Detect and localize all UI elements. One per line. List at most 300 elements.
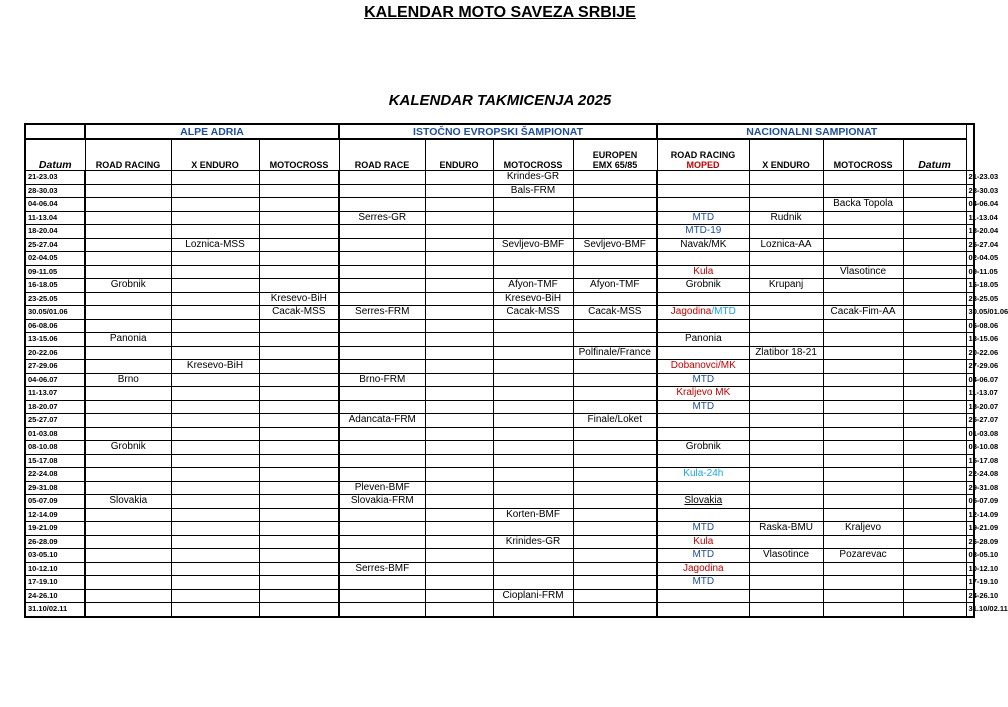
event-cell <box>339 400 425 414</box>
event-cell <box>903 292 966 306</box>
event-cell: Vlasotince <box>749 549 823 563</box>
event-cell: Grobnik <box>85 279 171 293</box>
event-cell <box>425 441 493 455</box>
event-cell <box>573 225 657 239</box>
table-row <box>25 589 974 603</box>
event-cell <box>657 508 749 522</box>
event-cell <box>425 360 493 374</box>
event-cell <box>425 535 493 549</box>
event-cell <box>171 198 259 212</box>
event-cell <box>749 495 823 509</box>
event-cell <box>85 319 171 333</box>
event-cell <box>493 454 573 468</box>
event-cell <box>425 292 493 306</box>
event-cell <box>749 198 823 212</box>
event-cell <box>657 198 749 212</box>
event-cell <box>493 576 573 590</box>
date-cell: 02-04.05 <box>25 252 85 266</box>
event-cell: MTD <box>657 576 749 590</box>
date-cell-right: 09-11.05 <box>966 265 974 279</box>
event-cell <box>493 211 573 225</box>
date-cell: 31.10/02.11 <box>25 603 85 617</box>
date-cell: 17-19.10 <box>25 576 85 590</box>
event-cell <box>339 522 425 536</box>
event-cell: Kresevo-BiH <box>259 292 339 306</box>
event-cell: Polfinale/France <box>573 346 657 360</box>
event-cell <box>493 468 573 482</box>
event-cell: Serres-GR <box>339 211 425 225</box>
event-cell <box>573 171 657 185</box>
event-cell <box>823 373 903 387</box>
table-row <box>25 211 974 225</box>
event-cell: Korten-BMF <box>493 508 573 522</box>
event-cell <box>85 576 171 590</box>
event-cell <box>749 508 823 522</box>
table-row <box>25 373 974 387</box>
column-header-row <box>25 139 974 171</box>
event-cell <box>259 346 339 360</box>
event-cell <box>903 252 966 266</box>
event-cell <box>573 454 657 468</box>
date-cell-right: 13-15.06 <box>966 333 974 347</box>
date-cell-right: 16-18.05 <box>966 279 974 293</box>
event-cell <box>85 481 171 495</box>
event-cell <box>749 454 823 468</box>
event-cell <box>573 184 657 198</box>
event-cell <box>425 252 493 266</box>
event-cell <box>749 292 823 306</box>
event-cell: Finale/Loket <box>573 414 657 428</box>
event-cell <box>259 373 339 387</box>
event-cell <box>493 346 573 360</box>
event-cell <box>823 346 903 360</box>
event-cell <box>259 333 339 347</box>
event-cell <box>657 454 749 468</box>
event-cell <box>903 184 966 198</box>
event-cell <box>171 252 259 266</box>
date-cell-right: 05-07.09 <box>966 495 974 509</box>
event-cell <box>259 535 339 549</box>
event-cell <box>573 481 657 495</box>
event-cell <box>425 562 493 576</box>
date-cell-right: 15-17.08 <box>966 454 974 468</box>
event-cell <box>493 225 573 239</box>
event-cell <box>903 549 966 563</box>
event-cell <box>259 387 339 401</box>
event-cell <box>339 576 425 590</box>
event-cell <box>259 400 339 414</box>
event-cell <box>823 319 903 333</box>
event-cell <box>823 589 903 603</box>
event-cell <box>749 481 823 495</box>
event-cell <box>823 454 903 468</box>
event-cell <box>85 427 171 441</box>
event-cell <box>339 549 425 563</box>
event-cell <box>573 252 657 266</box>
event-cell <box>493 481 573 495</box>
date-cell: 06-08.06 <box>25 319 85 333</box>
group-header-row <box>25 124 974 139</box>
event-cell <box>425 319 493 333</box>
event-cell <box>171 549 259 563</box>
date-cell-right: 08-10.08 <box>966 441 974 455</box>
event-cell <box>85 387 171 401</box>
event-cell <box>339 468 425 482</box>
table-row <box>25 346 974 360</box>
event-cell <box>823 603 903 617</box>
event-cell <box>573 508 657 522</box>
competition-calendar-table <box>24 123 1008 618</box>
event-cell <box>85 535 171 549</box>
event-cell <box>259 495 339 509</box>
date-cell-right: 22-24.08 <box>966 468 974 482</box>
event-cell <box>573 319 657 333</box>
date-cell-right: 11-13.07 <box>966 387 974 401</box>
event-cell: MTD <box>657 522 749 536</box>
event-cell: Krupanj <box>749 279 823 293</box>
event-cell: Raska-BMU <box>749 522 823 536</box>
column-header: EUROPEN EMX 65/85 <box>573 139 657 171</box>
event-cell: Slovakia-FRM <box>339 495 425 509</box>
event-cell <box>425 333 493 347</box>
event-cell <box>425 346 493 360</box>
table-row <box>25 292 974 306</box>
event-cell <box>171 562 259 576</box>
date-cell: 24-26.10 <box>25 589 85 603</box>
event-cell <box>493 400 573 414</box>
event-cell: Cacak-MSS <box>573 306 657 320</box>
date-cell-right: 20-22.06 <box>966 346 974 360</box>
event-cell <box>749 184 823 198</box>
event-cell <box>259 522 339 536</box>
event-cell <box>259 211 339 225</box>
event-cell <box>749 360 823 374</box>
table-row <box>25 319 974 333</box>
event-cell <box>171 211 259 225</box>
date-cell: 23-25.05 <box>25 292 85 306</box>
event-cell <box>171 427 259 441</box>
event-cell: MTD-19 <box>657 225 749 239</box>
event-cell <box>823 495 903 509</box>
event-cell <box>425 427 493 441</box>
event-cell <box>903 319 966 333</box>
event-cell <box>259 319 339 333</box>
column-header: ENDURO <box>425 139 493 171</box>
event-cell <box>339 171 425 185</box>
event-cell <box>903 603 966 617</box>
event-cell: Bals-FRM <box>493 184 573 198</box>
date-cell: 12-14.09 <box>25 508 85 522</box>
event-cell <box>903 333 966 347</box>
date-cell: 11-13.04 <box>25 211 85 225</box>
date-cell: 11-13.07 <box>25 387 85 401</box>
event-cell: MTD <box>657 400 749 414</box>
event-cell <box>259 454 339 468</box>
date-cell-right: 30.05/01.06 <box>966 306 974 320</box>
event-cell: Vlasotince <box>823 265 903 279</box>
event-cell: Adancata-FRM <box>339 414 425 428</box>
event-cell <box>259 171 339 185</box>
event-cell <box>339 441 425 455</box>
event-cell <box>749 603 823 617</box>
event-cell <box>259 508 339 522</box>
event-cell <box>657 171 749 185</box>
event-cell <box>85 238 171 252</box>
column-header: X ENDURO <box>171 139 259 171</box>
event-cell <box>339 292 425 306</box>
event-cell <box>903 225 966 239</box>
event-cell: Slovakia <box>657 495 749 509</box>
date-cell: 04-06.07 <box>25 373 85 387</box>
event-cell <box>85 508 171 522</box>
table-row <box>25 184 974 198</box>
event-cell: Navak/MK <box>657 238 749 252</box>
event-cell <box>259 225 339 239</box>
event-cell: Serres-BMF <box>339 562 425 576</box>
event-cell <box>85 252 171 266</box>
event-cell <box>657 427 749 441</box>
event-cell <box>573 495 657 509</box>
date-cell: 21-23.03 <box>25 171 85 185</box>
event-cell <box>171 535 259 549</box>
event-cell <box>657 346 749 360</box>
event-cell <box>573 562 657 576</box>
event-cell: Kula <box>657 535 749 549</box>
event-cell <box>171 468 259 482</box>
date-cell: 19-21.09 <box>25 522 85 536</box>
date-cell: 28-30.03 <box>25 184 85 198</box>
event-cell <box>259 589 339 603</box>
event-cell: Sevljevo-BMF <box>493 238 573 252</box>
date-cell-right: 25-27.04 <box>966 238 974 252</box>
event-cell <box>259 265 339 279</box>
event-cell <box>171 171 259 185</box>
event-cell: Kresevo-BiH <box>171 360 259 374</box>
event-cell <box>85 211 171 225</box>
event-cell <box>657 319 749 333</box>
event-cell <box>903 238 966 252</box>
event-cell <box>85 522 171 536</box>
date-cell: 25-27.04 <box>25 238 85 252</box>
date-cell: 08-10.08 <box>25 441 85 455</box>
event-cell <box>171 522 259 536</box>
event-cell <box>493 373 573 387</box>
event-cell <box>85 346 171 360</box>
event-cell: Jagodina <box>657 562 749 576</box>
event-cell <box>903 535 966 549</box>
event-cell <box>493 333 573 347</box>
date-cell: 20-22.06 <box>25 346 85 360</box>
event-cell <box>425 549 493 563</box>
event-cell <box>85 589 171 603</box>
table-row <box>25 225 974 239</box>
event-cell <box>493 252 573 266</box>
event-cell: Grobnik <box>657 441 749 455</box>
event-cell <box>171 184 259 198</box>
document-title: KALENDAR MOTO SAVEZA SRBIJE <box>364 4 636 21</box>
event-cell <box>339 346 425 360</box>
event-cell <box>573 373 657 387</box>
event-cell <box>85 360 171 374</box>
event-cell <box>171 265 259 279</box>
event-cell <box>85 171 171 185</box>
event-cell <box>85 468 171 482</box>
event-cell <box>259 238 339 252</box>
table-row <box>25 238 974 252</box>
event-cell <box>259 360 339 374</box>
event-cell <box>823 360 903 374</box>
event-cell <box>85 225 171 239</box>
event-cell: Grobnik <box>85 441 171 455</box>
event-cell <box>749 535 823 549</box>
column-header: Datum <box>903 139 966 171</box>
event-cell <box>171 292 259 306</box>
event-cell: Cacak-MSS <box>493 306 573 320</box>
event-cell: Brno-FRM <box>339 373 425 387</box>
event-cell <box>493 387 573 401</box>
event-cell <box>903 387 966 401</box>
event-cell <box>339 603 425 617</box>
event-cell <box>657 589 749 603</box>
event-cell <box>573 292 657 306</box>
date-cell-right: 19-21.09 <box>966 522 974 536</box>
event-cell <box>903 306 966 320</box>
event-cell <box>573 265 657 279</box>
event-cell: Cioplani-FRM <box>493 589 573 603</box>
date-cell: 18-20.07 <box>25 400 85 414</box>
event-cell <box>425 508 493 522</box>
event-cell <box>493 522 573 536</box>
event-cell <box>903 589 966 603</box>
event-cell <box>823 184 903 198</box>
event-cell <box>85 292 171 306</box>
moped-label: MOPED <box>686 160 720 170</box>
date-cell-right: 28-30.03 <box>966 184 974 198</box>
event-cell <box>339 279 425 293</box>
event-cell: Serres-FRM <box>339 306 425 320</box>
event-cell <box>493 198 573 212</box>
date-cell: 22-24.08 <box>25 468 85 482</box>
event-cell <box>85 198 171 212</box>
date-cell-right: 11-13.04 <box>966 211 974 225</box>
event-cell <box>749 387 823 401</box>
event-cell <box>493 603 573 617</box>
table-row <box>25 171 974 185</box>
event-cell <box>339 265 425 279</box>
table-row <box>25 414 974 428</box>
date-cell: 13-15.06 <box>25 333 85 347</box>
event-cell <box>85 265 171 279</box>
event-cell <box>903 360 966 374</box>
event-cell <box>171 373 259 387</box>
date-cell-right: 03-05.10 <box>966 549 974 563</box>
event-cell <box>171 319 259 333</box>
event-cell <box>339 252 425 266</box>
group-blank-cell <box>25 124 85 139</box>
date-cell-right: 21-23.03 <box>966 171 974 185</box>
event-cell <box>749 589 823 603</box>
event-cell: Kula <box>657 265 749 279</box>
event-cell <box>259 427 339 441</box>
event-cell <box>171 279 259 293</box>
table-row <box>25 198 974 212</box>
event-cell <box>171 589 259 603</box>
event-cell <box>573 333 657 347</box>
date-cell: 16-18.05 <box>25 279 85 293</box>
column-header: ROAD RACING MOPED <box>657 139 749 171</box>
event-cell <box>573 549 657 563</box>
event-cell <box>171 333 259 347</box>
date-cell: 04-06.04 <box>25 198 85 212</box>
event-cell <box>171 414 259 428</box>
event-cell <box>749 252 823 266</box>
event-cell <box>171 225 259 239</box>
event-cell <box>823 441 903 455</box>
event-cell <box>749 265 823 279</box>
table-row <box>25 252 974 266</box>
event-cell <box>823 427 903 441</box>
event-cell <box>903 454 966 468</box>
date-cell: 29-31.08 <box>25 481 85 495</box>
event-cell <box>749 225 823 239</box>
event-cell <box>749 576 823 590</box>
date-cell-right: 27-29.06 <box>966 360 974 374</box>
date-cell-right: 18-20.04 <box>966 225 974 239</box>
event-cell <box>339 360 425 374</box>
date-cell: 10-12.10 <box>25 562 85 576</box>
event-cell <box>259 481 339 495</box>
event-cell <box>823 481 903 495</box>
event-cell <box>903 211 966 225</box>
event-cell <box>171 603 259 617</box>
date-cell-right: 01-03.08 <box>966 427 974 441</box>
event-cell <box>85 400 171 414</box>
table-row <box>25 441 974 455</box>
event-cell <box>823 252 903 266</box>
table-row <box>25 562 974 576</box>
calendar-subtitle: KALENDAR TAKMICENJA 2025 <box>388 92 612 109</box>
table-row <box>25 454 974 468</box>
event-cell: Kresevo-BiH <box>493 292 573 306</box>
event-cell <box>823 508 903 522</box>
event-cell <box>823 279 903 293</box>
event-cell: Kraljevo <box>823 522 903 536</box>
event-cell <box>749 468 823 482</box>
event-cell <box>493 495 573 509</box>
event-cell <box>823 211 903 225</box>
event-cell <box>171 400 259 414</box>
event-cell: Sevljevo-BMF <box>573 238 657 252</box>
event-cell <box>171 306 259 320</box>
event-cell <box>425 414 493 428</box>
date-cell: 01-03.08 <box>25 427 85 441</box>
date-cell-right: 04-06.04 <box>966 198 974 212</box>
table-row <box>25 387 974 401</box>
date-cell-right: 29-31.08 <box>966 481 974 495</box>
date-cell-right: 24-26.10 <box>966 589 974 603</box>
event-cell <box>339 238 425 252</box>
event-cell <box>425 171 493 185</box>
event-cell <box>903 198 966 212</box>
event-cell <box>903 481 966 495</box>
event-cell: Kraljevo MK <box>657 387 749 401</box>
event-cell <box>85 306 171 320</box>
event-cell <box>657 184 749 198</box>
event-cell <box>823 400 903 414</box>
event-cell <box>903 414 966 428</box>
event-cell <box>573 198 657 212</box>
event-cell <box>903 495 966 509</box>
